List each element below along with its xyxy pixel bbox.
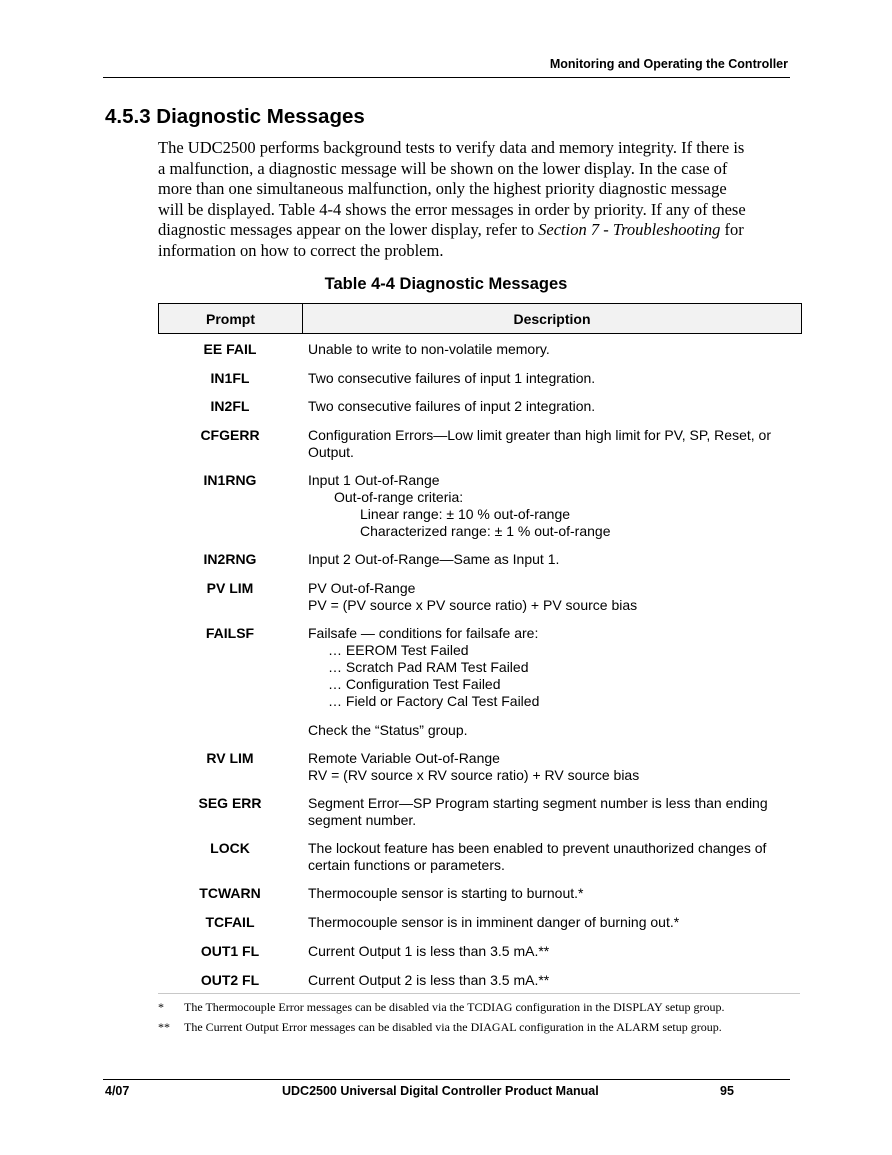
description <box>308 943 798 960</box>
description <box>308 885 798 902</box>
description-line: Two consecutive failures of input 2 integration. <box>308 398 596 414</box>
page-number: 95 <box>720 1084 734 1098</box>
prompt-code: RV LIM <box>206 750 254 766</box>
description-line: … Configuration Test Failed <box>328 676 501 692</box>
intro-line: information on how to correct the problem. <box>158 240 444 260</box>
intro-line: a malfunction, a diagnostic message will be shown on the lower display. In the case of <box>158 158 728 178</box>
intro-text: diagnostic messages appear on the lower display, refer to <box>158 220 539 239</box>
description <box>308 427 798 461</box>
prompt-code: CFGERR <box>200 427 260 443</box>
table-bottom-rule <box>158 993 800 994</box>
prompt-code: EE FAIL <box>203 341 257 357</box>
footer-date: 4/07 <box>105 1084 130 1098</box>
intro-line: more than one simultaneous malfunction, only the highest priority diagnostic message <box>158 179 727 198</box>
footnote-mark: ** <box>158 1020 170 1034</box>
description-line: certain functions or parameters. <box>308 857 505 873</box>
prompt-code: IN2RNG <box>203 551 257 567</box>
table-header <box>158 303 802 334</box>
description <box>308 580 798 614</box>
description-line: … EEROM Test Failed <box>328 642 469 658</box>
description-line: PV Out-of-Range <box>308 580 416 596</box>
description-line: Linear range: ± 10 % out-of-range <box>360 506 571 522</box>
column-header-prompt: Prompt <box>159 304 303 333</box>
prompt-code: TCFAIL <box>205 914 255 930</box>
description-line: The lockout feature has been enabled to prevent unauthorized changes of <box>308 840 767 856</box>
description-line: Failsafe — conditions for failsafe are: <box>308 625 539 641</box>
description-line: Unable to write to non-volatile memory. <box>308 341 550 357</box>
description <box>308 472 798 540</box>
description <box>308 551 798 568</box>
description-line: Input 2 Out-of-Range—Same as Input 1. <box>308 551 560 567</box>
description <box>308 750 798 784</box>
prompt-code: IN2FL <box>210 398 250 414</box>
footer-manual-title: UDC2500 Universal Digital Controller Product Manual <box>282 1084 599 1098</box>
column-header-description: Description <box>513 311 591 327</box>
prompt-code: IN1RNG <box>203 472 257 488</box>
description-line: Output. <box>308 444 354 460</box>
description-line: Input 1 Out-of-Range <box>308 472 440 488</box>
running-header: Monitoring and Operating the Controller <box>549 57 788 71</box>
description-line: Segment Error—SP Program starting segment number is less than ending <box>308 795 768 811</box>
description-line: Out-of-range criteria: <box>334 489 464 505</box>
prompt-code: PV LIM <box>206 580 254 596</box>
description <box>308 625 798 739</box>
section-title: 4.5.3 Diagnostic Messages <box>105 105 365 128</box>
description-line: Two consecutive failures of input 1 integration. <box>308 370 596 386</box>
description-line: … Field or Factory Cal Test Failed <box>328 693 540 709</box>
description-line: PV = (PV source x PV source ratio) + PV source bias <box>308 597 638 613</box>
description <box>308 840 798 874</box>
description <box>308 341 798 358</box>
description-line: segment number. <box>308 812 417 828</box>
prompt-code: OUT2 FL <box>200 972 260 988</box>
footnote-text: The Thermocouple Error messages can be disabled via the TCDIAG configuration in the DISPLAY setup group. <box>184 1000 725 1014</box>
section-reference: Section 7 - Troubleshooting <box>538 220 721 239</box>
prompt-code: LOCK <box>210 840 250 856</box>
intro-text: for <box>720 220 744 239</box>
header-rule <box>103 77 790 78</box>
description <box>308 972 798 989</box>
prompt-code: SEG ERR <box>198 795 262 811</box>
description-note: Check the “Status” group. <box>308 722 468 738</box>
description-line: Current Output 2 is less than 3.5 mA.** <box>308 972 550 988</box>
intro-line: will be displayed. Table 4-4 shows the error messages in order by priority. If any of these <box>158 199 746 219</box>
footnote-text: The Current Output Error messages can be disabled via the DIAGAL configuration in the ALARM setup group. <box>184 1020 722 1034</box>
table-title: Table 4-4 Diagnostic Messages <box>324 275 568 293</box>
footer-rule <box>103 1079 790 1080</box>
prompt-code: FAILSF <box>205 625 255 641</box>
description-line: Remote Variable Out-of-Range <box>308 750 500 766</box>
description-line: Thermocouple sensor is starting to burnout.* <box>308 885 584 901</box>
intro-line <box>158 220 790 241</box>
prompt-code: OUT1 FL <box>200 943 260 959</box>
footnote-mark: * <box>158 1000 164 1014</box>
description <box>308 914 798 931</box>
description-line: Characterized range: ± 1 % out-of-range <box>360 523 611 539</box>
description-line: Current Output 1 is less than 3.5 mA.** <box>308 943 550 959</box>
description-line: Configuration Errors—Low limit greater than high limit for PV, SP, Reset, or <box>308 427 771 443</box>
description <box>308 370 798 387</box>
description-line: RV = (RV source x RV source ratio) + RV source bias <box>308 767 640 783</box>
description <box>308 795 798 829</box>
description-line: … Scratch Pad RAM Test Failed <box>328 659 529 675</box>
description-line: Thermocouple sensor is in imminent danger of burning out.* <box>308 914 680 930</box>
prompt-code: TCWARN <box>199 885 261 901</box>
description <box>308 398 798 415</box>
intro-line: The UDC2500 performs background tests to verify data and memory integrity. If there is <box>158 138 745 157</box>
prompt-code: IN1FL <box>210 370 250 386</box>
intro-paragraph <box>158 138 790 261</box>
